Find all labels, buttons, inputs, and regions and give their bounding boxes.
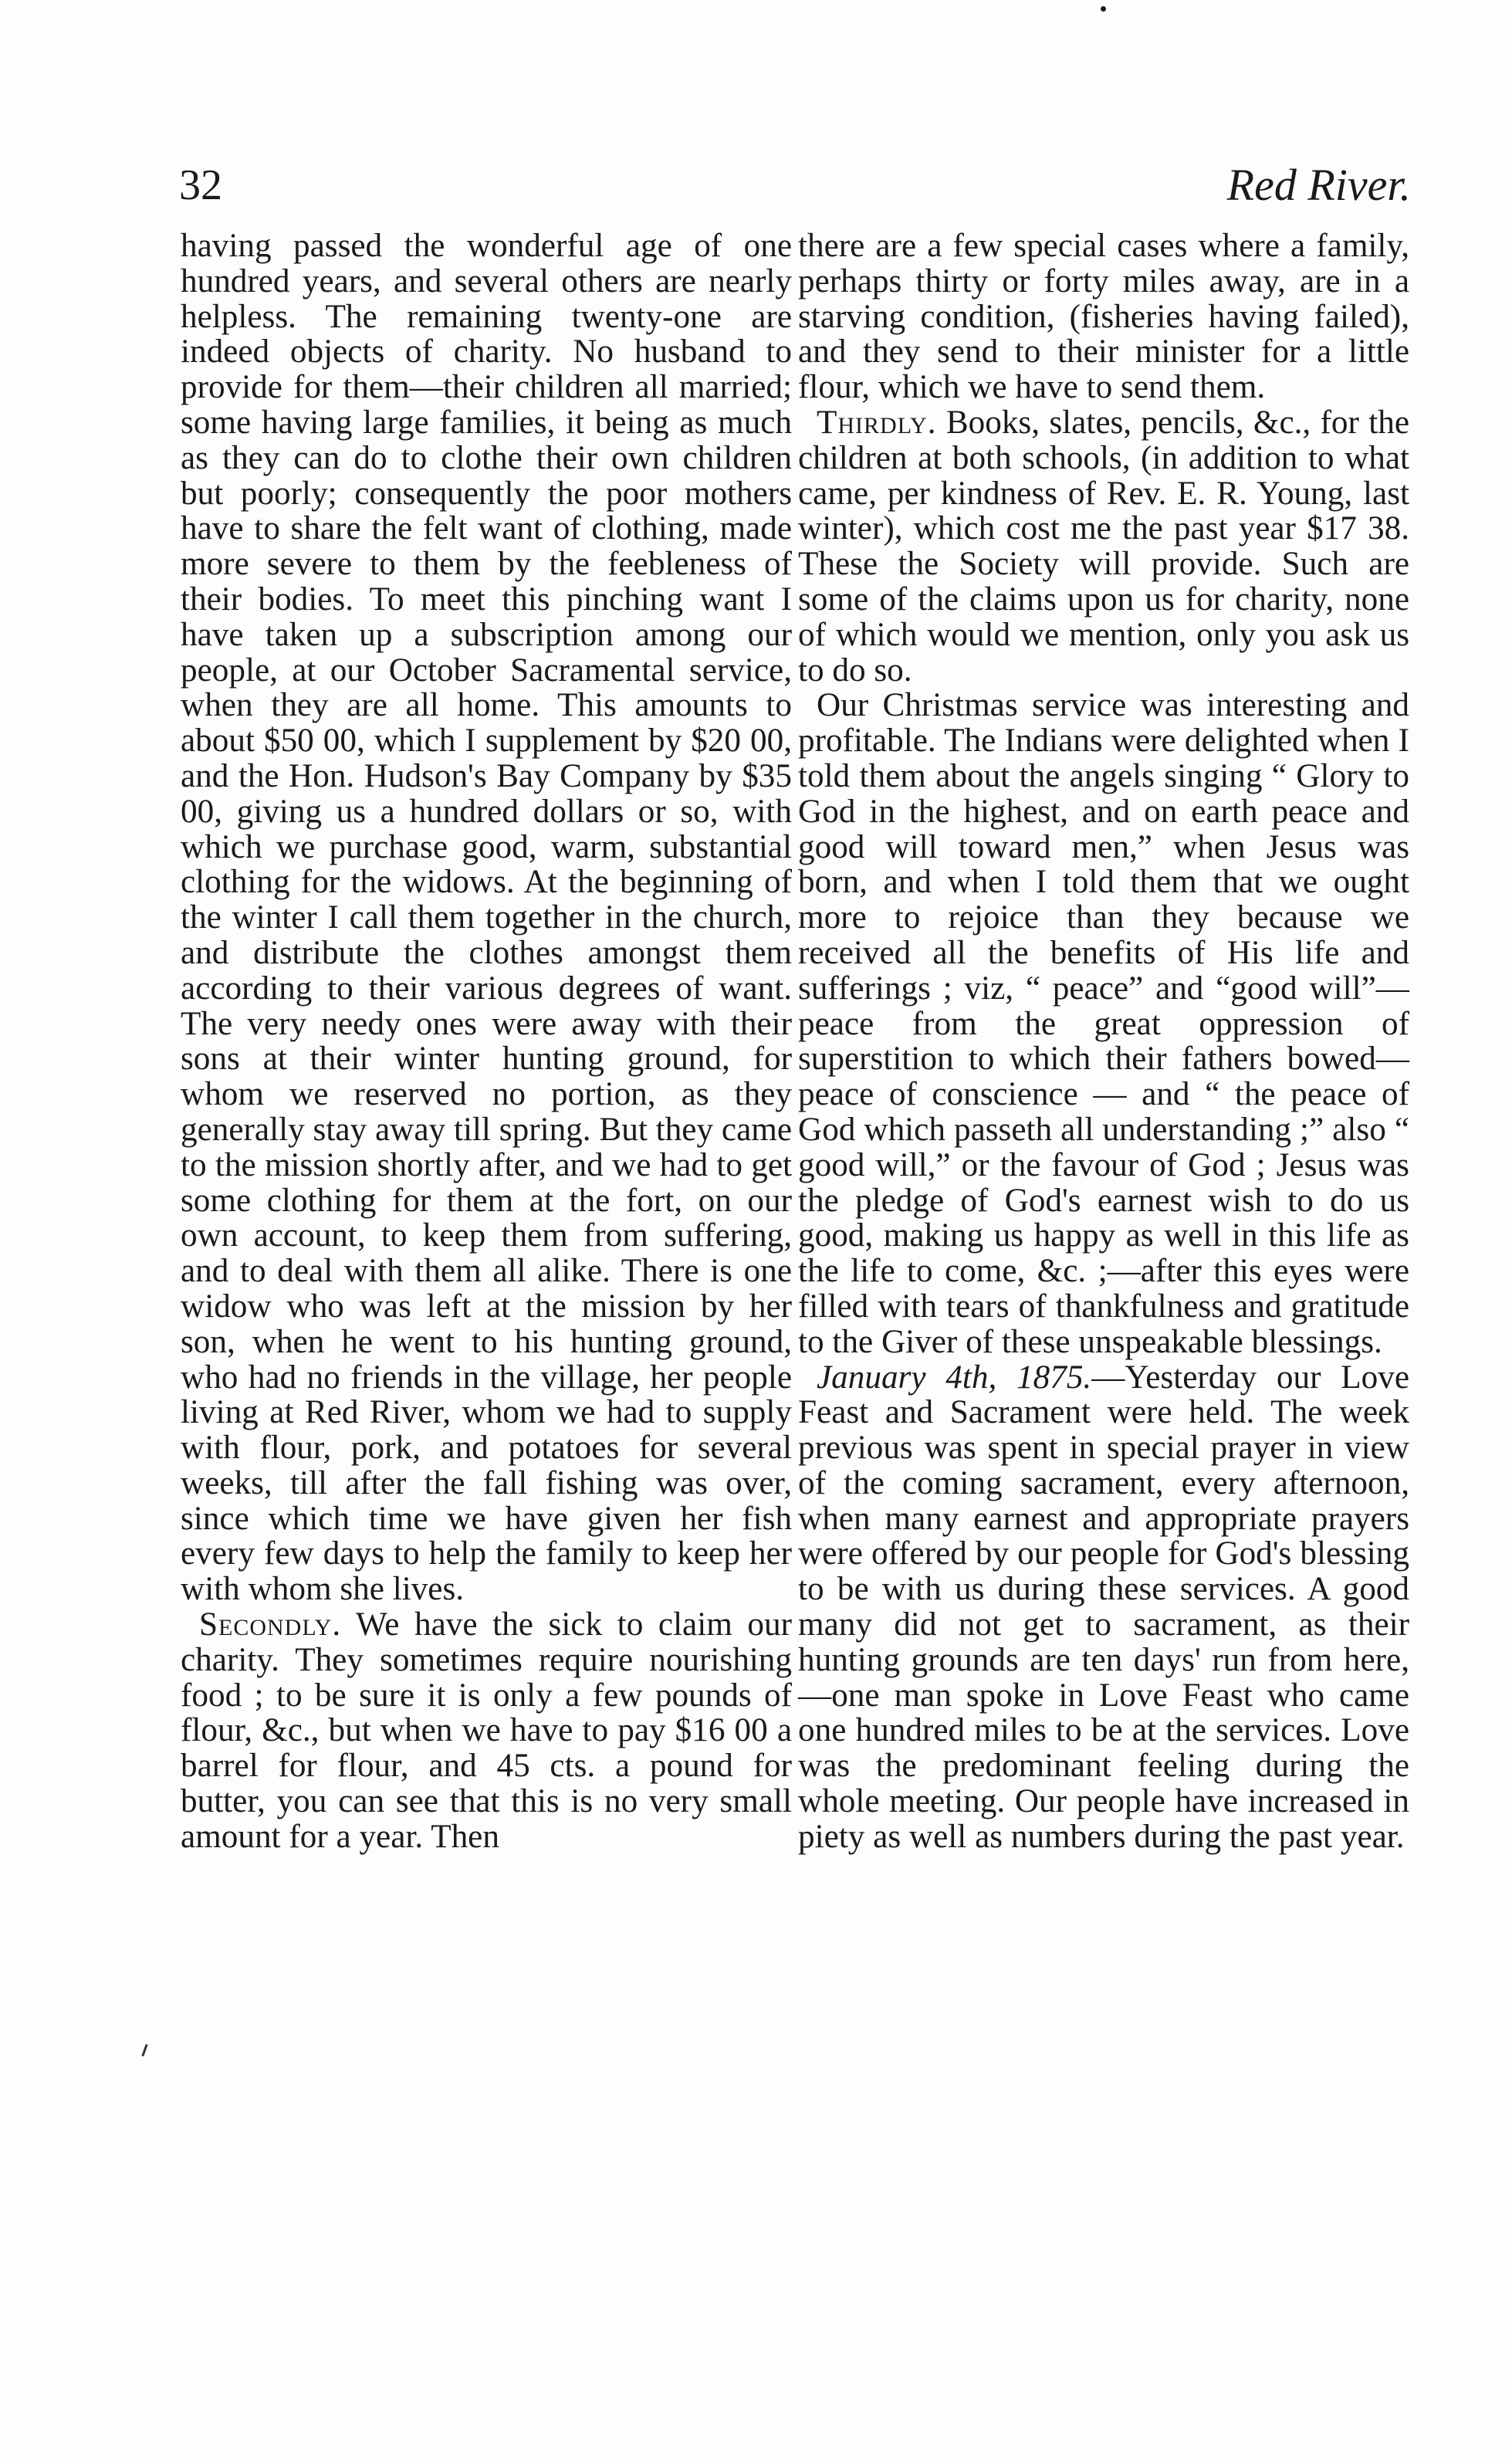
entry-date: January 4th, 1875. (817, 1359, 1092, 1396)
margin-mark (141, 2044, 147, 2056)
left-column (181, 228, 792, 1855)
right-paragraph-3: Our Christmas service was interesting and profitable. The Indians were delighted when I told them about the angels singing “ Glory to God in the highest, and on earth peace and good will toward men,” when Jesus was born, and when I told them that we ought more to rejoice than they because we received all the benefits of His life and sufferings ; viz, “ peace” and “good will”—peace from the great oppression of superstition to which their fathers bowed—peace of conscience — and “ the peace of God which passeth all understanding ;” also “ good will,” or the favour of God ; Jesus was the pledge of God's earnest wish to do us good, making us happy as well in this life as the life to come, &c. ;—after this eyes were filled with tears of thankfulness and gratitude to the Giver of these unspeakable blessings. (798, 687, 1409, 1360)
thirdly-text: Books, slates, pencils, &c., for the children at both schools, (in addition to what came, per kindness of Rev. E. R. Young, last winter), which cost me the past year $17 38. These the Society will provide. Such are some of the claims upon us for charity, none of which would we mention, only you ask us to do so. (798, 404, 1409, 689)
running-title: Red River. (1226, 160, 1411, 210)
ink-speck (1101, 6, 1106, 12)
secondly-lead: Secondly. (199, 1606, 342, 1643)
right-paragraph-4 (798, 1360, 1409, 1855)
secondly-text: We have the sick to claim our charity. They sometimes require nourishing food ; to be sure it is only a few pounds of flour, &c., but when we have to pay $16 00 a barrel for flour, and 45 cts. a pound for butter, you can see that this is no very small amount for a year. Then (181, 1606, 792, 1855)
running-head (179, 154, 1411, 216)
right-paragraph-2 (798, 405, 1409, 688)
page-number: 32 (179, 161, 222, 209)
left-paragraph-2 (181, 1607, 792, 1855)
entry-text: —Yesterday our Love Feast and Sacrament were held. The week previous was spent in special prayer in view of the coming sacrament, every afternoon, when many earnest and appropriate prayers were offered by our people for God's blessing to be with us during these services. A good many did not get to sacrament, as their hunting grounds are ten days' run from here,—one man spoke in Love Feast who came one hundred miles to be at the services. Love was the predominant feeling during the whole meeting. Our people have increased in piety as well as numbers during the past year. (798, 1359, 1409, 1855)
thirdly-lead: Thirdly. (817, 404, 937, 441)
left-paragraph-1: having passed the wonderful age of one hundred years, and several others are nearly helpless. The remaining twenty-one are indeed objects of charity. No husband to provide for them—their children all married; some having large families, it being as much as they can do to clothe their own children but poorly; consequently the poor mothers have to share the felt want of clothing, made more severe to them by the feebleness of their bodies. To meet this pinching want I have taken up a subscription among our people, at our October Sacramental service, when they are all home. This amounts to about $50 00, which I supplement by $20 00, and the Hon. Hudson's Bay Company by $35 00, giving us a hundred dollars or so, with which we purchase good, warm, substantial clothing for the widows. At the beginning of the winter I call them together in the church, and distribute the clothes amongst them according to their various degrees of want. The very needy ones were away with their sons at their winter hunting ground, for whom we reserved no portion, as they generally stay away till spring. But they came to the mission shortly after, and we had to get some clothing for them at the fort, on our own account, to keep them from suffering, and to deal with them all alike. There is one widow who was left at the mission by her son, when he went to his hunting ground, who had no friends in the village, her people living at Red River, whom we had to supply with flour, pork, and potatoes for several weeks, till after the fall fishing was over, since which time we have given her fish every few days to help the family to keep her with whom she lives. (181, 228, 792, 1608)
right-paragraph-1: there are a few special cases where a family, perhaps thirty or forty miles away, are in a starving condition, (fisheries having failed), and they send to their minister for a little flour, which we have to send them. (798, 228, 1409, 406)
right-column (798, 228, 1409, 1855)
